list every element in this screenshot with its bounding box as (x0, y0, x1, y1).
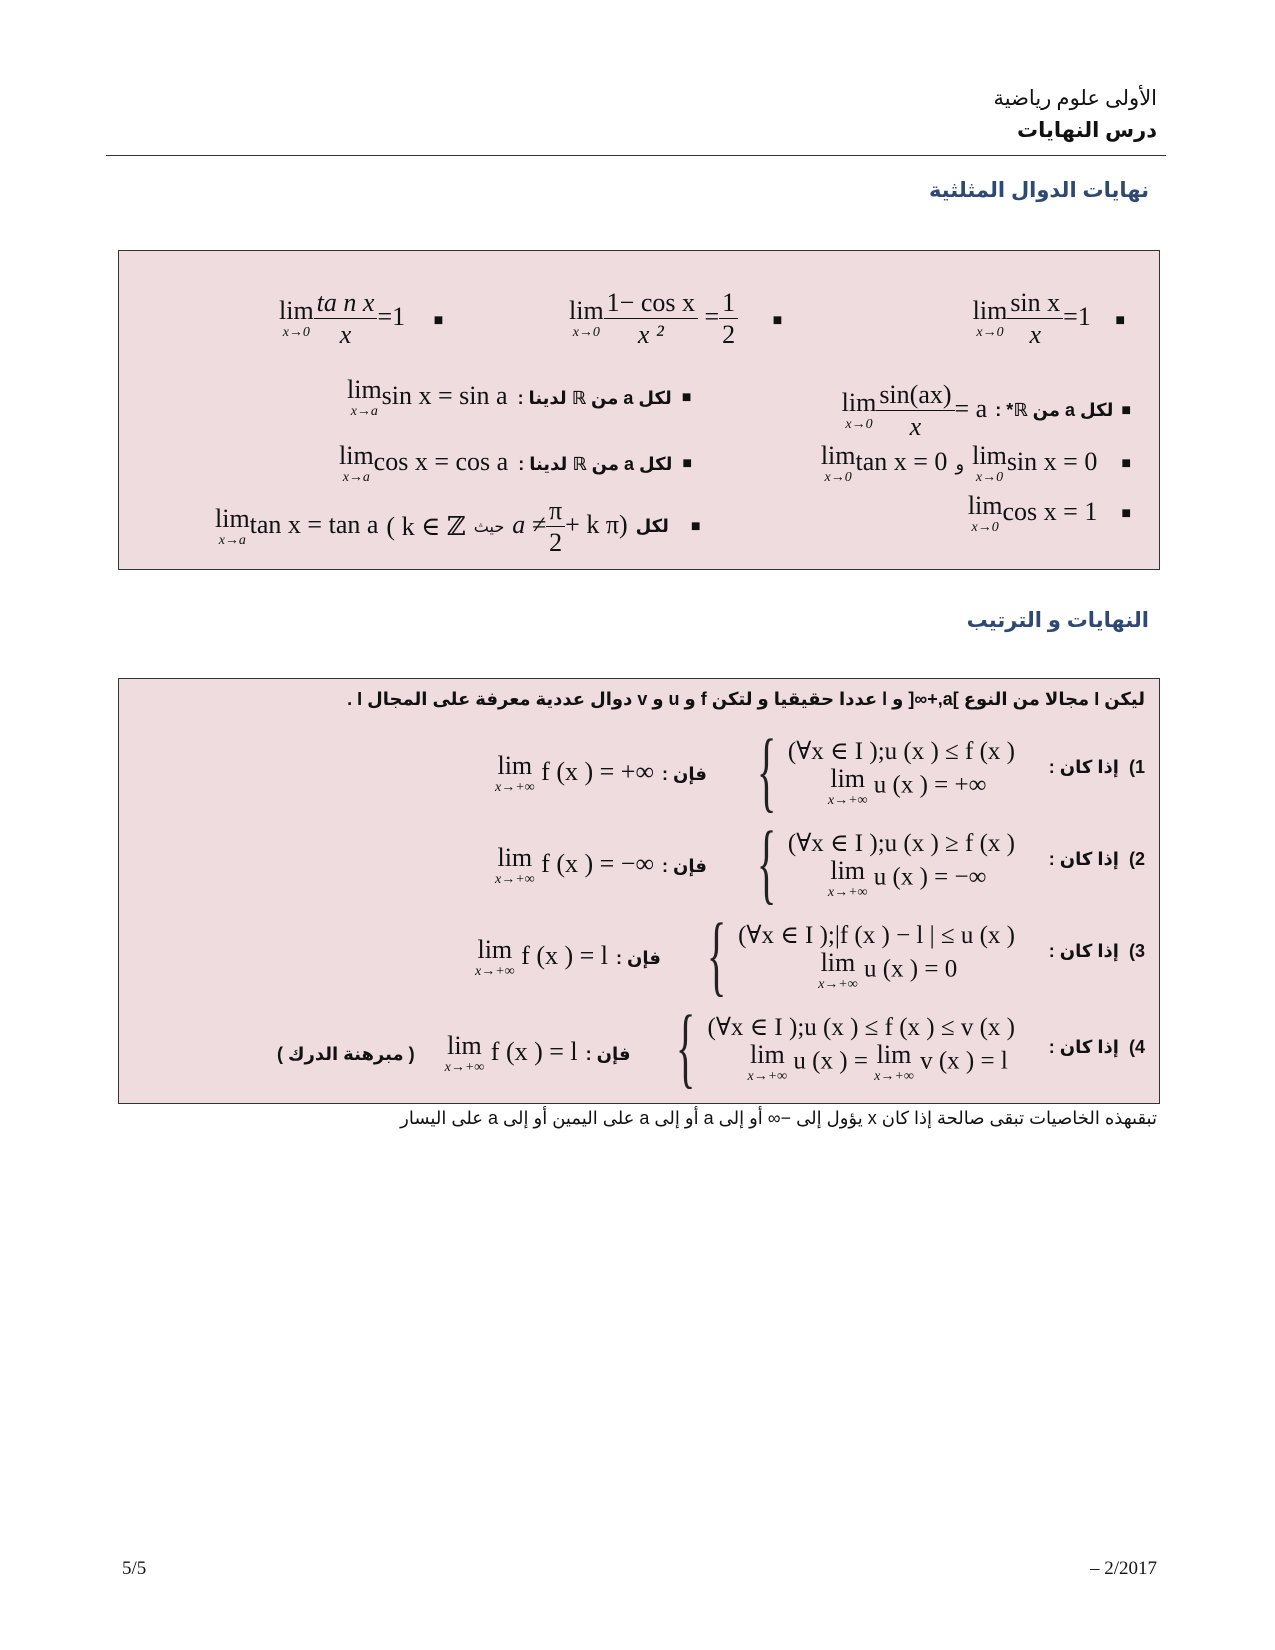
formula-tan-continuity: lim x→a tan x = tan a ( k ∈ ℤ حيث a ≠ $\frac{\pi}{2}$ + k π) لكل ■ (215, 496, 701, 558)
intro-text: ليكن I مجالا من النوع ]a,+∞[ و l عددا حقيقيا و لتكن f و u و v دوال عددية معرفة على المجال I . (347, 689, 1145, 709)
formula-sin-ax: lim x→0 $\frac{\sin(ax)}{x}$ = a لكل a من ℝ* : ■ (841, 380, 1131, 442)
formula-one-minus-cosx: lim x→0 $\frac{\text{1− cos x}}{\text{x ²}}$ = $\frac{1}{2}$ ■ (569, 288, 783, 350)
formula-cos-one: lim x→0 cos x = 1 ■ (967, 491, 1131, 535)
theorem-item-4-squeeze: 4) إذا كان : { (∀x ∈ I );u (x ) ≤ f (x ) ≤ v (x ) lim x→+∞ u (x ) = lim x→+∞ v (x ) = l ( مبرهنة الدرك ) lim x→+∞ f (x ) = l فإن : (277, 998, 1145, 1097)
theorem-item-1: 1) إذا كان : { (∀x ∈ I );u (x ) ≤ f (x ) lim x→+∞ u (x ) = +∞ lim x→+∞ f (x ) = +∞ فإن : (495, 722, 1145, 821)
formula-sinx-over-x: lim x→0 $\frac{\text{sin x}}{x}$ =1 ■ (972, 288, 1125, 350)
header-level: الأولى علوم رياضية (993, 86, 1157, 110)
header-divider (106, 155, 1166, 156)
footer-date: – 2/2017 (1089, 1558, 1157, 1579)
section-title-limits-order: النهايات و الترتيب (966, 609, 1149, 632)
footnote-text: تبقىهذه الخاصيات تبقى صالحة إذا كان x يؤول إلى −∞ أو إلى a أو إلى a على اليمين أو إلى a على اليسار (400, 1108, 1157, 1128)
theorem-item-3: 3) إذا كان : { (∀x ∈ I );|f (x ) − l | ≤ u (x ) lim x→+∞ u (x ) = 0 lim x→+∞ f (x ) = l فإن : (475, 906, 1145, 1005)
formula-tanx-over-x: lim x→0 $\frac{\text{ta n x}}{x}$ =1 ■ (279, 288, 444, 350)
page-number: 5/5 (122, 1558, 147, 1579)
formula-tan-sin-zero: lim x→0 tan x = 0 و lim x→0 sin x = 0 ■ (820, 441, 1131, 485)
limits-order-box (118, 678, 1160, 1104)
trig-limits-box (118, 250, 1160, 570)
theorem-item-2: 2) إذا كان : { (∀x ∈ I );u (x ) ≥ f (x ) lim x→+∞ u (x ) = −∞ lim x→+∞ f (x ) = −∞ فإن : (495, 814, 1145, 913)
formula-sin-continuity: lim x→a sin x = sin a لكل a من ℝ لدينا : ■ (347, 375, 692, 419)
formula-cos-continuity: lim x→a cos x = cos a لكل a من ℝ لدينا : ■ (339, 441, 693, 485)
section-title-trig-limits: نهايات الدوال المثلثية (928, 179, 1149, 202)
header-lesson-title: درس النهايات (1017, 119, 1157, 142)
